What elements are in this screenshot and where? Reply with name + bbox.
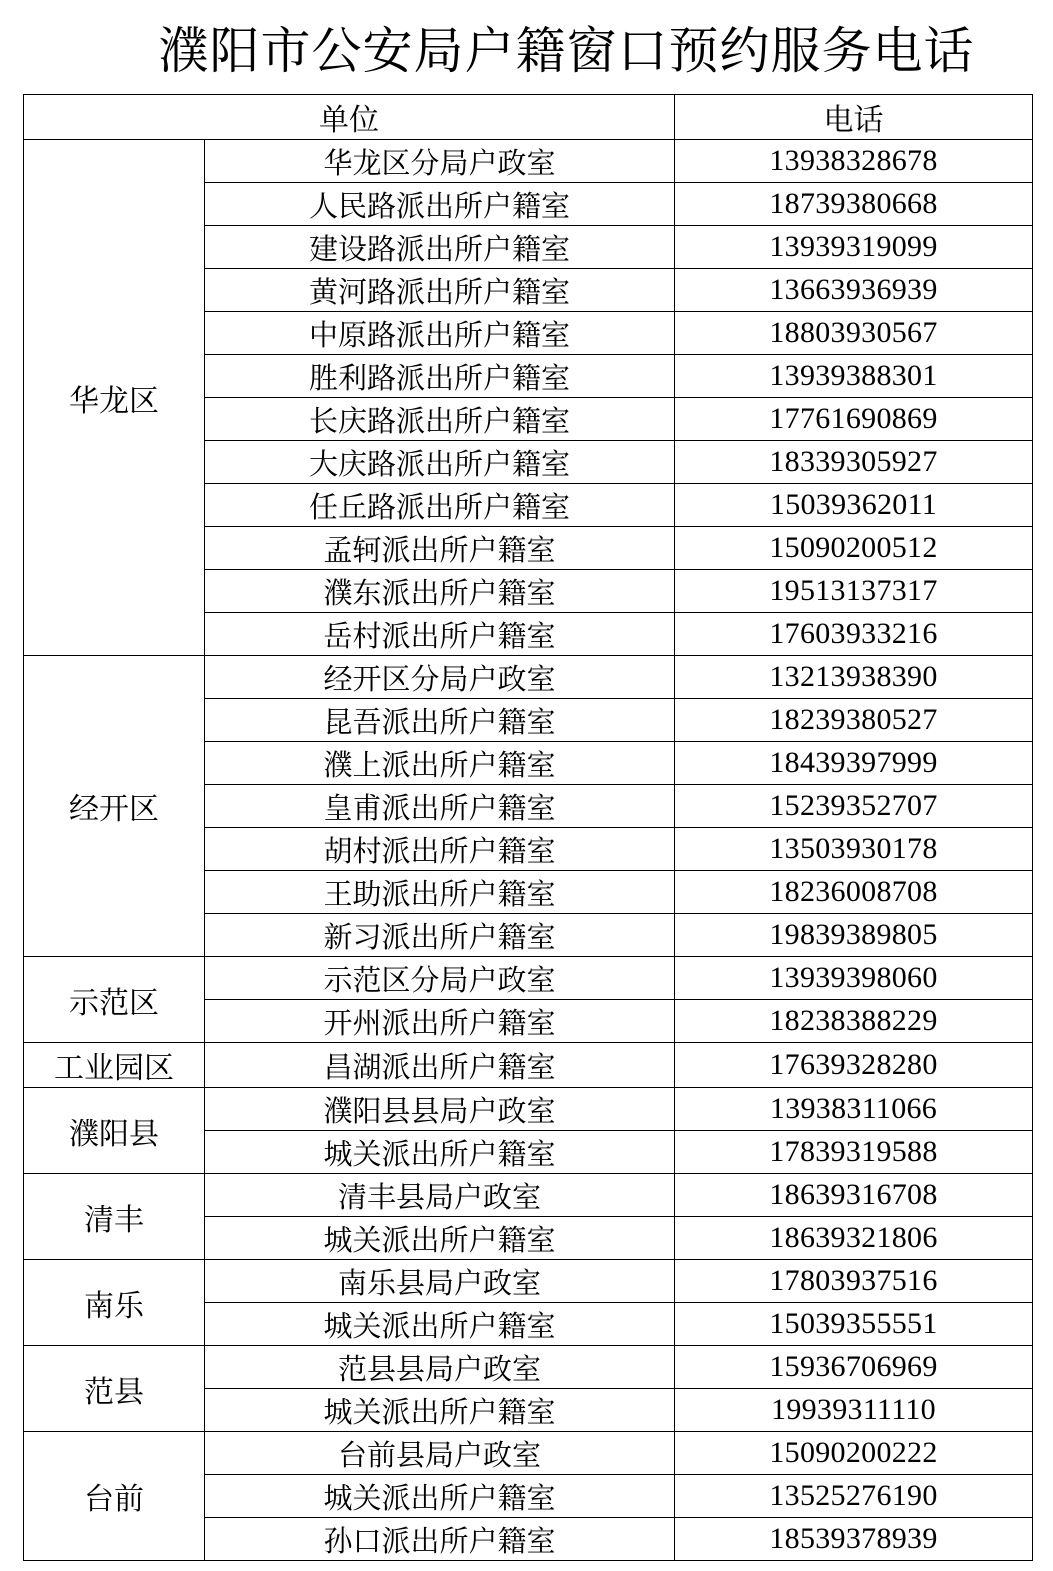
office-cell: 台前县局户政室 — [205, 1432, 675, 1475]
office-cell: 胡村派出所户籍室 — [205, 828, 675, 871]
office-cell: 城关派出所户籍室 — [205, 1475, 675, 1518]
district-cell: 南乐 — [24, 1260, 205, 1346]
office-cell: 中原路派出所户籍室 — [205, 312, 675, 355]
office-cell: 建设路派出所户籍室 — [205, 226, 675, 269]
phone-header: 电话 — [675, 95, 1033, 140]
district-cell: 濮阳县 — [24, 1088, 205, 1174]
office-cell: 大庆路派出所户籍室 — [205, 441, 675, 484]
office-cell: 长庆路派出所户籍室 — [205, 398, 675, 441]
phone-cell: 13213938390 — [675, 656, 1033, 699]
office-cell: 濮上派出所户籍室 — [205, 742, 675, 785]
office-cell: 黄河路派出所户籍室 — [205, 269, 675, 312]
phone-cell: 13663936939 — [675, 269, 1033, 312]
district-cell: 台前 — [24, 1432, 205, 1561]
phone-cell: 18639316708 — [675, 1174, 1033, 1217]
phone-cell: 17603933216 — [675, 613, 1033, 656]
office-cell: 皇甫派出所户籍室 — [205, 785, 675, 828]
phone-cell: 15239352707 — [675, 785, 1033, 828]
phone-cell: 18739380668 — [675, 183, 1033, 226]
page-title: 濮阳市公安局户籍窗口预约服务电话 — [158, 22, 975, 80]
office-cell: 昆吾派出所户籍室 — [205, 699, 675, 742]
table-row — [24, 1174, 1033, 1217]
phone-cell: 19839389805 — [675, 914, 1033, 957]
phone-cell: 15039362011 — [675, 484, 1033, 527]
district-cell: 经开区 — [24, 656, 205, 957]
phone-cell: 18639321806 — [675, 1217, 1033, 1260]
phone-cell: 18239380527 — [675, 699, 1033, 742]
office-cell: 城关派出所户籍室 — [205, 1217, 675, 1260]
table-row — [24, 957, 1033, 1000]
phone-cell: 13939398060 — [675, 957, 1033, 1000]
phone-cell: 19513137317 — [675, 570, 1033, 613]
office-cell: 岳村派出所户籍室 — [205, 613, 675, 656]
office-cell: 城关派出所户籍室 — [205, 1303, 675, 1346]
table-row — [24, 1260, 1033, 1303]
phone-cell: 17803937516 — [675, 1260, 1033, 1303]
table-row — [24, 1088, 1033, 1131]
table-body — [24, 140, 1033, 1561]
district-cell: 华龙区 — [24, 140, 205, 656]
phone-cell: 13938311066 — [675, 1088, 1033, 1131]
office-cell: 孙口派出所户籍室 — [205, 1518, 675, 1561]
office-cell: 任丘路派出所户籍室 — [205, 484, 675, 527]
office-cell: 清丰县局户政室 — [205, 1174, 675, 1217]
district-cell: 清丰 — [24, 1174, 205, 1260]
office-cell: 昌湖派出所户籍室 — [205, 1043, 675, 1088]
district-cell: 示范区 — [24, 957, 205, 1043]
office-cell: 胜利路派出所户籍室 — [205, 355, 675, 398]
phone-cell: 13525276190 — [675, 1475, 1033, 1518]
table-row — [24, 1432, 1033, 1475]
office-cell: 城关派出所户籍室 — [205, 1131, 675, 1174]
header-row — [24, 95, 1033, 140]
phone-cell: 17839319588 — [675, 1131, 1033, 1174]
table-row — [24, 656, 1033, 699]
phone-cell: 15090200222 — [675, 1432, 1033, 1475]
office-cell: 濮阳县县局户政室 — [205, 1088, 675, 1131]
phone-cell: 18539378939 — [675, 1518, 1033, 1561]
phone-cell: 17761690869 — [675, 398, 1033, 441]
office-cell: 人民路派出所户籍室 — [205, 183, 675, 226]
phone-cell: 17639328280 — [675, 1043, 1033, 1088]
office-cell: 华龙区分局户政室 — [205, 140, 675, 183]
phone-cell: 15039355551 — [675, 1303, 1033, 1346]
office-cell: 濮东派出所户籍室 — [205, 570, 675, 613]
office-cell: 新习派出所户籍室 — [205, 914, 675, 957]
unit-header: 单位 — [24, 95, 675, 140]
office-cell: 城关派出所户籍室 — [205, 1389, 675, 1432]
phone-cell: 15936706969 — [675, 1346, 1033, 1389]
office-cell: 孟轲派出所户籍室 — [205, 527, 675, 570]
office-cell: 经开区分局户政室 — [205, 656, 675, 699]
phone-cell: 13939319099 — [675, 226, 1033, 269]
table-row — [24, 140, 1033, 183]
phone-cell: 13503930178 — [675, 828, 1033, 871]
phone-cell: 18236008708 — [675, 871, 1033, 914]
district-cell: 工业园区 — [24, 1043, 205, 1088]
phone-cell: 18439397999 — [675, 742, 1033, 785]
office-cell: 南乐县局户政室 — [205, 1260, 675, 1303]
phone-cell: 18803930567 — [675, 312, 1033, 355]
district-cell: 范县 — [24, 1346, 205, 1432]
phone-cell: 18238388229 — [675, 1000, 1033, 1043]
office-cell: 范县县局户政室 — [205, 1346, 675, 1389]
table-row — [24, 1043, 1033, 1088]
phone-directory-table — [23, 94, 1033, 1561]
phone-cell: 13939388301 — [675, 355, 1033, 398]
office-cell: 示范区分局户政室 — [205, 957, 675, 1000]
phone-cell: 18339305927 — [675, 441, 1033, 484]
office-cell: 王助派出所户籍室 — [205, 871, 675, 914]
table-row — [24, 1346, 1033, 1389]
office-cell: 开州派出所户籍室 — [205, 1000, 675, 1043]
phone-cell: 13938328678 — [675, 140, 1033, 183]
phone-cell: 15090200512 — [675, 527, 1033, 570]
phone-cell: 19939311110 — [675, 1389, 1033, 1432]
